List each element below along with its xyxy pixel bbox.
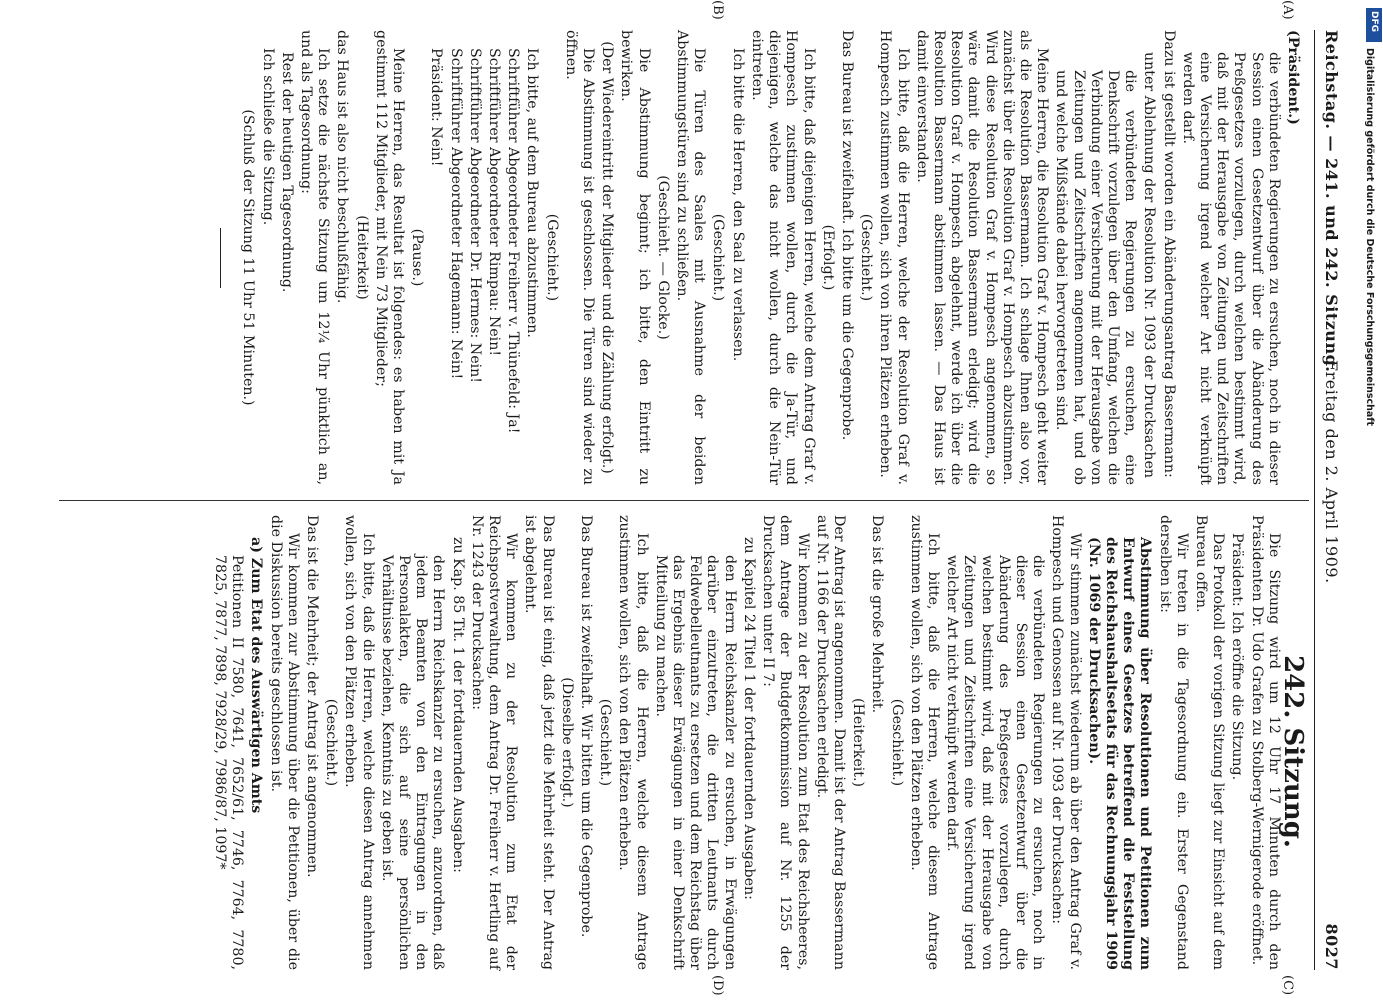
- paragraph: Die Sitzung wird um 12 Uhr 17 Minuten durch den Präsidenten Dr. Udo Grafen zu Stolberg-Wernigerode eröffnet.: [1248, 515, 1282, 970]
- paragraph: Ich bitte, daß die Herren, welche diesem Antrage zustimmen wollen, sich von den Plätzen erheben.: [907, 515, 941, 970]
- column-left: [202, 30, 1301, 485]
- paragraph: Rest der heutigen Tagesordnung.: [278, 52, 295, 293]
- column-right: [209, 515, 1308, 970]
- paragraph: zu Kap. 85 Tit. 1 der fortdauernden Ausgaben:: [449, 537, 466, 873]
- paragraph: (Erfolgt.): [819, 224, 836, 291]
- document-page-rotated: [45, 0, 1345, 996]
- paragraph: Das Protokoll der vorigen Sitzung liegt zur Einsicht auf dem Bureau offen.: [1192, 515, 1227, 970]
- paragraph: Schriftführer Abgeordneter Hagemann: Nein!: [447, 48, 464, 380]
- dfg-logo: [1366, 8, 1382, 42]
- paragraph: unter Ablehnung der Resolution Nr. 1093 der Drucksachen: [1141, 52, 1158, 479]
- paragraph: (Geschieht.): [858, 213, 875, 302]
- paragraph: Wir treten in die Tagesordnung ein. Erster Gegenstand derselben ist:: [1156, 515, 1190, 970]
- paragraph: (Geschieht.): [543, 213, 560, 302]
- paragraph: Das ist die Mehrheit; der Antrag ist angenommen.: [304, 515, 321, 878]
- marker-d: (D): [710, 975, 725, 996]
- paragraph: (Präsident.): [1285, 30, 1301, 125]
- paragraph: die verbündeten Regierungen zu ersuchen, noch in dieser Session einen Gesetzentwurf über die Abänderung des Preßgesetzes vorzulegen, durch welchen bestimmt wird, daß mit der Herausgabe von Zeitungen und Zeitschriften eine Versicherung irgend welcher Art nicht verknüpft werden darf.: [1179, 52, 1282, 485]
- paragraph: Die Türen des Saales mit Ausnahme der beiden Abstimmungstüren sind zu schließen.: [674, 30, 708, 485]
- end-rule: [220, 228, 221, 288]
- column-divider: [59, 500, 1309, 501]
- paragraph: Das Bureau ist zweifelhaft. Wir bitten um die Gegenprobe.: [578, 515, 595, 938]
- dfg-caption-text: Digitalisierung gefördert durch die Deutsche Forschungsgemeinschaft: [1364, 48, 1375, 426]
- paragraph: Abstimmung über Resolutionen und Petitionen zum Entwurf eines Gesetzes betreffend die Feststellung des Reichshaushaltsetats für das Rechnungsjahr 1909 (Nr. 1069 der Drucksachen).: [1085, 537, 1154, 970]
- paragraph: Ich bitte, auf dem Bureau abzustimmen.: [524, 48, 541, 338]
- paragraph: (Heiterkeit): [353, 215, 370, 300]
- dfg-logo-text: DFG: [1369, 11, 1379, 33]
- paragraph: (Heiterkeit.): [850, 698, 867, 787]
- paragraph: (Geschieht.): [888, 698, 905, 787]
- paragraph: Meine Herren, die Resolution Graf v. Hompesch geht weiter als die Resolution Bassermann. Ich schlage Ihnen also vor, zunächst über die Resolution Graf v. Hompesch abzustimmen. Wird diese Resolution Graf v. Hompesch angenommen, so wäre damit die Resolution Bassermann erledigt; wird die Resolution Graf v. Hompesch abgelehnt, werde ich über die Resolution Bassermann abstimmen lassen. — Das Haus ist damit einverstanden.: [913, 30, 1051, 485]
- paragraph: Die Abstimmung beginnt; ich bitte, den Eintritt zu bewirken.: [618, 30, 652, 485]
- paragraph: Ich bitte, daß die Herren, welche der Resolution Graf v. Hompesch zustimmen wollen, sich von ihren Plätzen erheben.: [877, 30, 911, 485]
- paragraph: Ich bitte, daß die Herren, welche diesen Antrag annehmen wollen, sich von den Plätzen erheben.: [342, 515, 376, 970]
- paragraph: Wir kommen zu der Resolution zum Etat der Reichspostverwaltung, dem Antrag Dr. Freiherr v. Hertling auf Nr. 1243 der Drucksachen:: [468, 515, 520, 970]
- paragraph: Petitionen II 7580, 7641, 7652/61, 7746, 7764, 7780, 7825, 7877, 7898, 7928/29, 7986/87, 1097*: [212, 555, 246, 970]
- paragraph: die verbündeten Regierungen zu ersuchen, eine Denkschrift vorzulegen über den Umfang, welchen die Verbindung einer Versicherung mit der Herausgabe von Zeitungen und Zeitschriften angenommen hat, und ob und welche Mißstände dabei hervorgetreten sind.: [1053, 70, 1139, 485]
- paragraph: (Geschieht.): [323, 698, 340, 787]
- marker-b: (B): [710, 0, 725, 20]
- paragraph: (Dieselbe erfolgt.): [558, 677, 575, 808]
- paragraph: Das ist die große Mehrheit.: [869, 515, 886, 714]
- paragraph: den Herrn Reichskanzler zu ersuchen, anzuordnen, daß jedem Beamten von den Eintragungen in den Personalakten, die sich auf seine persönlichen Verhältnisse beziehen, Kenntnis zu geben ist.: [378, 555, 447, 970]
- paragraph: (Geschieht.): [597, 698, 614, 787]
- paragraph: 242. Sitzung.: [1278, 655, 1308, 848]
- header-left: Reichstag. — 241. und 242. Sitzung.: [1322, 30, 1341, 373]
- paragraph: Der Antrag ist angenommen. Damit ist der Antrag Bassermann auf Nr. 1166 der Drucksachen erledigt.: [813, 515, 847, 970]
- paragraph: Ich bitte die Herren, den Saal zu verlassen.: [729, 48, 746, 362]
- paragraph: Das Bureau ist zweifelhaft. Ich bitte um die Gegenprobe.: [838, 30, 855, 441]
- page-number: 8027: [1322, 923, 1341, 970]
- paragraph: Das Bureau ist einig, daß jetzt die Mehrheit steht. Der Antrag ist abgelehnt.: [522, 515, 556, 970]
- paragraph: Wir kommen zur Abstimmung über die Petitionen, über die die Diskussion bereits geschlossen ist.: [267, 515, 301, 970]
- paragraph: Schriftführer Abgeordneter Rimpau: Nein!: [486, 48, 503, 357]
- dfg-sidebar: [1364, 8, 1383, 998]
- paragraph: (Geschieht. — Glocke.): [654, 175, 671, 340]
- paragraph: Dazu ist gestellt worden ein Abänderungsantrag Bassermann:: [1160, 30, 1177, 478]
- header-date: Freitag den 2. April 1909.: [1322, 360, 1341, 584]
- paragraph: zu Kapitel 24 Titel 1 der fortdauernden Ausgaben:: [740, 537, 757, 900]
- paragraph: Wir kommen zu der Resolution zum Etat des Reichsheeres, dem Antrage der Budgetkommission auf Nr. 1255 der Drucksachen unter II 7:: [760, 515, 811, 970]
- paragraph: die verbündeten Regierungen zu ersuchen, noch in dieser Session einen Gesetzentwurf über die Abänderung des Preßgesetzes vorzulegen, durch welchen bestimmt wird, daß mit der Herausgabe von Zeitungen und Zeitschriften eine Versicherung irgend welcher Art nicht verknüpft werden darf.: [944, 555, 1047, 970]
- paragraph: Ich bitte, daß die Herren, welche diesem Antrage zustimmen wollen, sich von den Plätzen erheben.: [616, 515, 650, 970]
- paragraph: Schriftführer Abgeordneter Dr. Hermes: Nein!: [466, 48, 483, 383]
- paragraph: Ich schließe die Sitzung.: [259, 48, 276, 226]
- paragraph: den Herrn Reichskanzler zu ersuchen, in Erwägungen darüber einzutreten, die dritten Leutnants durch Feldwebelleutnants zu ersetzen und dem Reichstag über das Ergebnis dieser Erwägungen in einer Denkschrift Mitteilung zu machen.: [652, 555, 738, 970]
- paragraph: Präsident: Nein!: [428, 48, 445, 167]
- paragraph: Ich bitte, daß diejenigen Herren, welche dem Antrag Graf v. Hompesch zustimmen wollen, durch die Ja-Tür, und diejenigen, welche das nicht wollen, durch die Nein-Tür eintreten.: [748, 30, 817, 485]
- paragraph: (Der Wiedereintritt der Mitglieder und die Zählung erfolgt.): [599, 41, 616, 474]
- paragraph: (Pause.): [409, 228, 426, 287]
- paragraph: Schriftführer Abgeordneter Freiherr v. Thünefeld: Ja!: [505, 48, 522, 434]
- paragraph: das Haus ist also nicht beschlußfähig.: [334, 30, 351, 304]
- marker-a: (A): [1280, 0, 1295, 20]
- header-rule: [1314, 30, 1315, 970]
- paragraph: Meine Herren, das Resultat ist folgendes: es haben mit Ja gestimmt 112 Mitglieder, mit Nein 73 Mitglieder;: [372, 30, 407, 485]
- paragraph: Ich setze die nächste Sitzung um 12¼ Uhr pünktlich an, und als Tagesordnung:: [298, 30, 332, 485]
- paragraph: Präsident: Ich eröffne die Sitzung.: [1229, 533, 1246, 781]
- paragraph: (Geschieht.): [710, 213, 727, 302]
- dfg-caption: [1364, 48, 1383, 998]
- paragraph: a) Zum Etat des Auswärtigen Amts: [248, 537, 265, 814]
- paragraph: Wir stimmen zunächst wiederum ab über den Antrag Graf v. Hompesch und Genossen auf Nr. 1093 der Drucksachen:: [1049, 515, 1083, 970]
- paragraph: Die Abstimmung ist geschlossen. Die Türen sind wieder zu öffnen.: [562, 30, 597, 485]
- paragraph: (Schluß der Sitzung 11 Uhr 51 Minuten.): [240, 109, 257, 406]
- marker-c: (C): [1280, 975, 1295, 996]
